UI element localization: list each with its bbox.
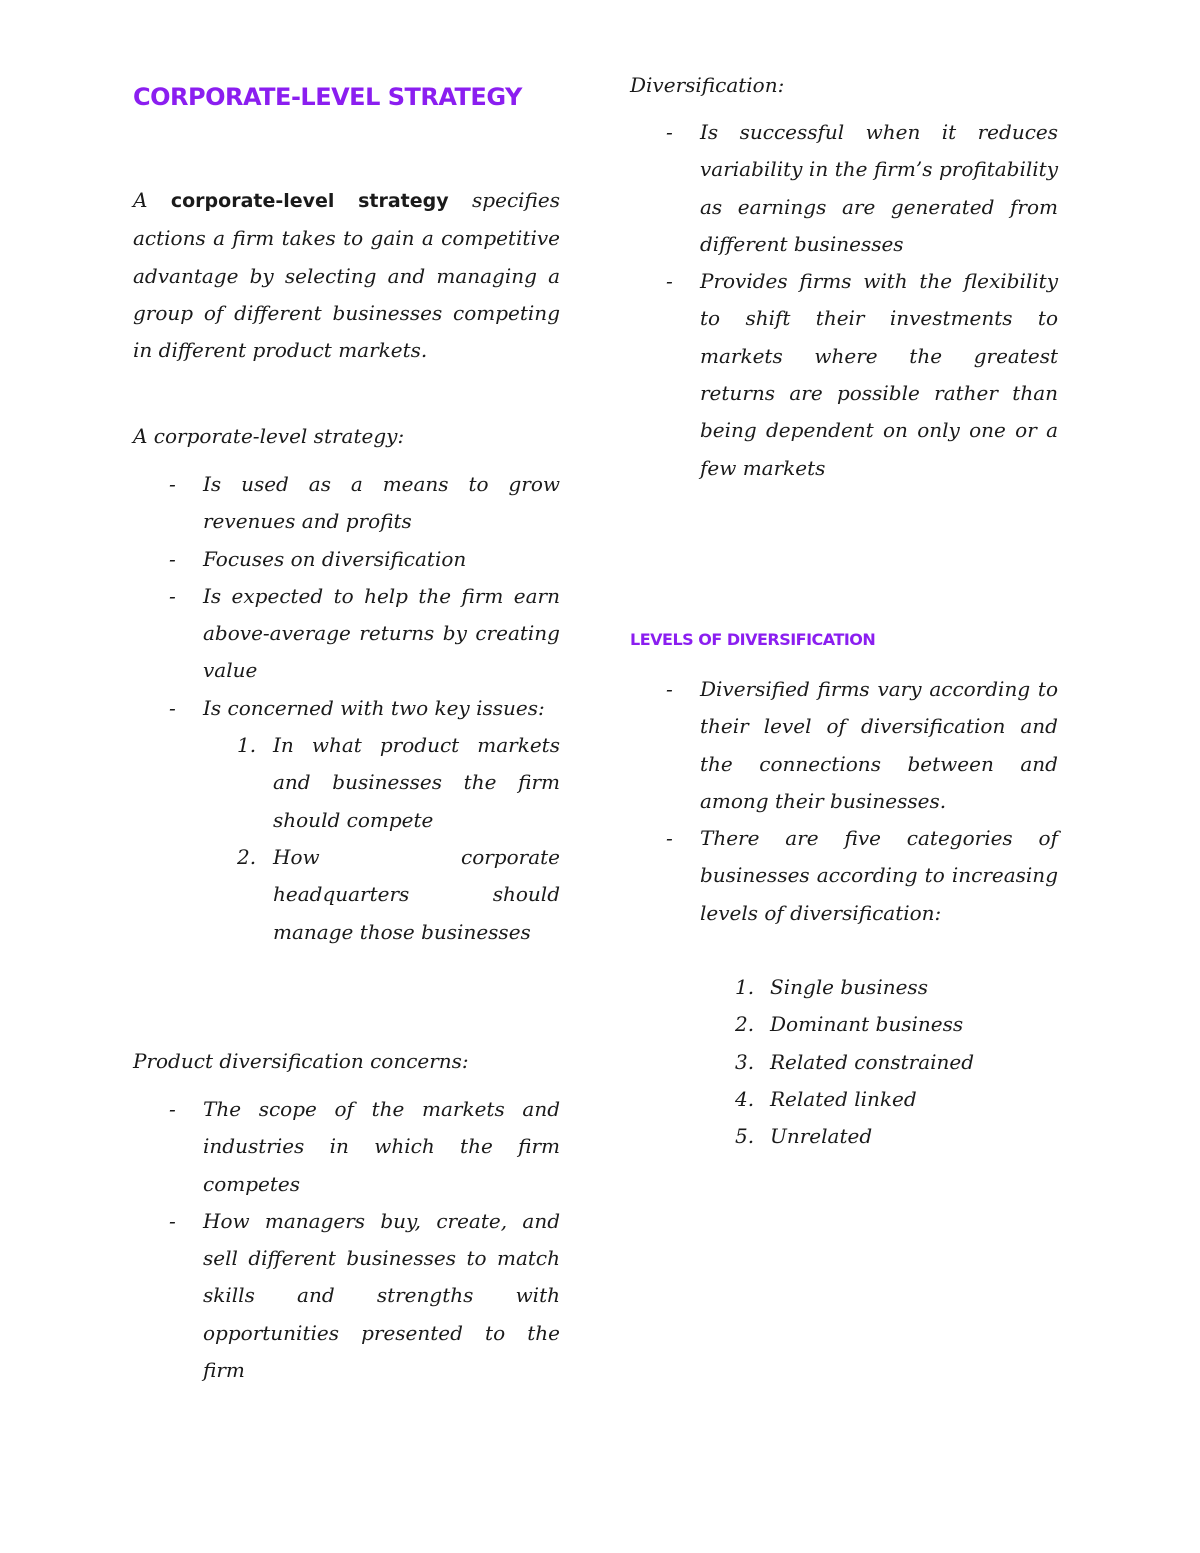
numbered-item: 3. Related constrained [735,1049,975,1074]
list-item: - There are five categories of businesses according to increasing levels of diversification: [666,826,1058,925]
list-item: - Focuses on diversification [169,546,467,571]
strategy-label: A corporate-level strategy: [133,424,405,448]
numbered-item: 2. How corporate headquarters should manage those businesses [237,844,560,944]
levels-list [630,671,1058,932]
list-item: - Diversified firms vary according to their level of diversification and the connections between and among their businesses. [666,677,1058,813]
list-item: - The scope of the markets and industries in which the firm competes [169,1097,560,1196]
intro-prefix: A [133,188,148,212]
numbered-item: 4. Related linked [735,1086,917,1111]
list-item: - Is expected to help the firm earn above-average returns by creating value [169,583,560,683]
list-item: - Provides firms with the flexibility to shift their investments to markets where the greatest returns are possible rather than being dependent on only one or a few markets [666,269,1058,480]
numbered-item: 5. Unrelated [735,1124,873,1149]
intro-paragraph [133,182,560,369]
categories-list [630,969,1058,1155]
strategy-list [133,466,560,951]
intro-term: corporate-level strategy [170,190,449,212]
intro-rest: specifies actions a firm takes to gain a competitive advantage by selecting and managing a group of different businesses competing in different product markets. [133,188,560,363]
list-item: - Is concerned with two key issues: 1. In what product markets and businesses the firm should compete 2. How corporate headquarters should manage those businesses [133,690,560,951]
numbered-item: 1. Single business [735,975,928,999]
list-item: - How managers buy, create, and sell different businesses to match skills and strengths with opportunities presented to the firm [169,1208,560,1383]
numbered-item: 1. In what product markets and businesses the firm should compete [237,733,560,832]
levels-heading: LEVELS OF DIVERSIFICATION [630,630,876,649]
issues-list [203,727,560,951]
page-title: CORPORATE-LEVEL STRATEGY [133,83,522,111]
numbered-item: 2. Dominant business [735,1012,964,1037]
list-item: - Is used as a means to grow revenues and profits [169,472,560,534]
product-label: Product diversification concerns: [133,1049,469,1073]
list-item: - Is successful when it reduces variability in the firm’s profitability as earnings are generated from different businesses [666,120,1058,256]
product-list [133,1091,560,1389]
diversification-list [630,114,1058,487]
diversification-label: Diversification: [630,73,785,97]
